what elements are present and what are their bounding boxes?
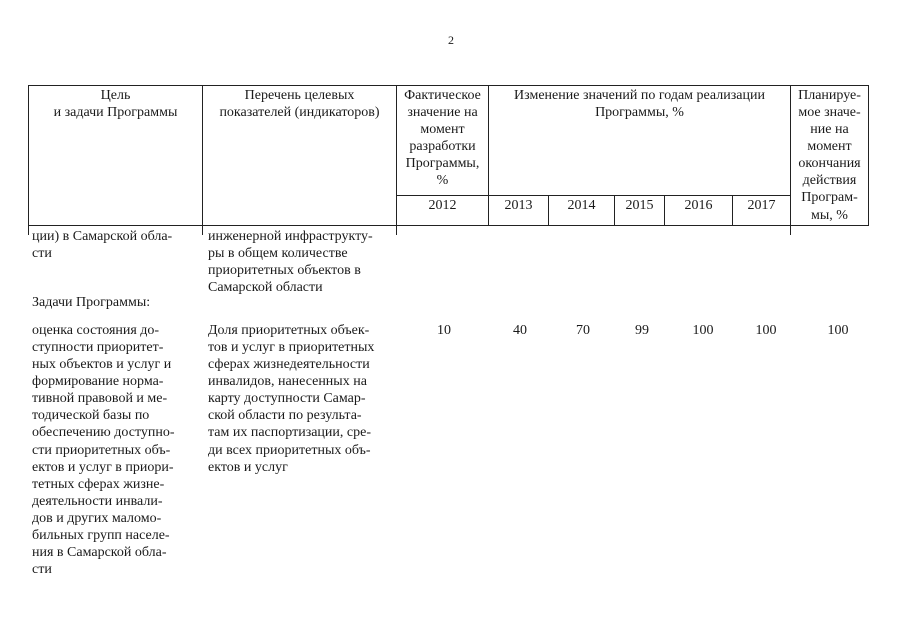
header-actual-value: Фактическое значение на момент разработки Программы, % bbox=[397, 86, 489, 196]
column-divider bbox=[202, 222, 203, 235]
header-yearly-changes: Изменение значений по годам реализации Программы, % bbox=[489, 86, 791, 196]
indicator-text: Доля приоритетных объек- тов и услуг в приоритетных сферах жизнедеятельности инвалидов, нанесенных на карту доступности Самар- ской области по результа- там их паспортизации, сре- ди всех приоритетных объ- ектов и услуг bbox=[208, 323, 375, 475]
header-goal: Цель и задачи Программы bbox=[29, 86, 203, 226]
column-divider bbox=[396, 222, 397, 235]
header-year: 2014 bbox=[549, 195, 615, 225]
header-indicators: Перечень целевых показателей (индикаторов) bbox=[203, 86, 397, 226]
column-divider bbox=[28, 222, 29, 235]
task-text: оценка состояния до- ступности приоритет- ных объектов и услуг и формирование норма- тивной правовой и ме- тодической базы по обеспечению доступно- сти приоритетных объ- ектов и услуг в приори- тетных сферах жизне- деятельности инвали- дов и других маломо- бильных групп населе- ния в Самарской обла- сти bbox=[32, 323, 175, 578]
indicators-table-header bbox=[28, 85, 869, 226]
base-value: 10 bbox=[437, 323, 451, 338]
year-value: 70 bbox=[576, 323, 590, 338]
header-year-base: 2012 bbox=[397, 195, 489, 225]
header-year: 2015 bbox=[615, 195, 665, 225]
header-year: 2013 bbox=[489, 195, 549, 225]
tasks-heading: Задачи Программы: bbox=[32, 295, 151, 310]
header-year: 2017 bbox=[733, 195, 791, 225]
planned-value: 100 bbox=[827, 323, 849, 338]
year-value: 100 bbox=[692, 323, 714, 338]
year-value: 100 bbox=[755, 323, 777, 338]
goal-continuation: ции) в Самарской обла- сти bbox=[32, 229, 173, 262]
page-number: 2 bbox=[448, 33, 454, 47]
header-planned-value: Планируе- мое значе- ние на момент окончания действия Програм- мы, % bbox=[791, 86, 869, 226]
column-divider bbox=[790, 222, 791, 235]
header-year: 2016 bbox=[665, 195, 733, 225]
indicator-continuation: инженерной инфраструкту- ры в общем количестве приоритетных объектов в Самарской области bbox=[208, 229, 373, 296]
year-value: 99 bbox=[635, 323, 649, 338]
year-value: 40 bbox=[513, 323, 527, 338]
